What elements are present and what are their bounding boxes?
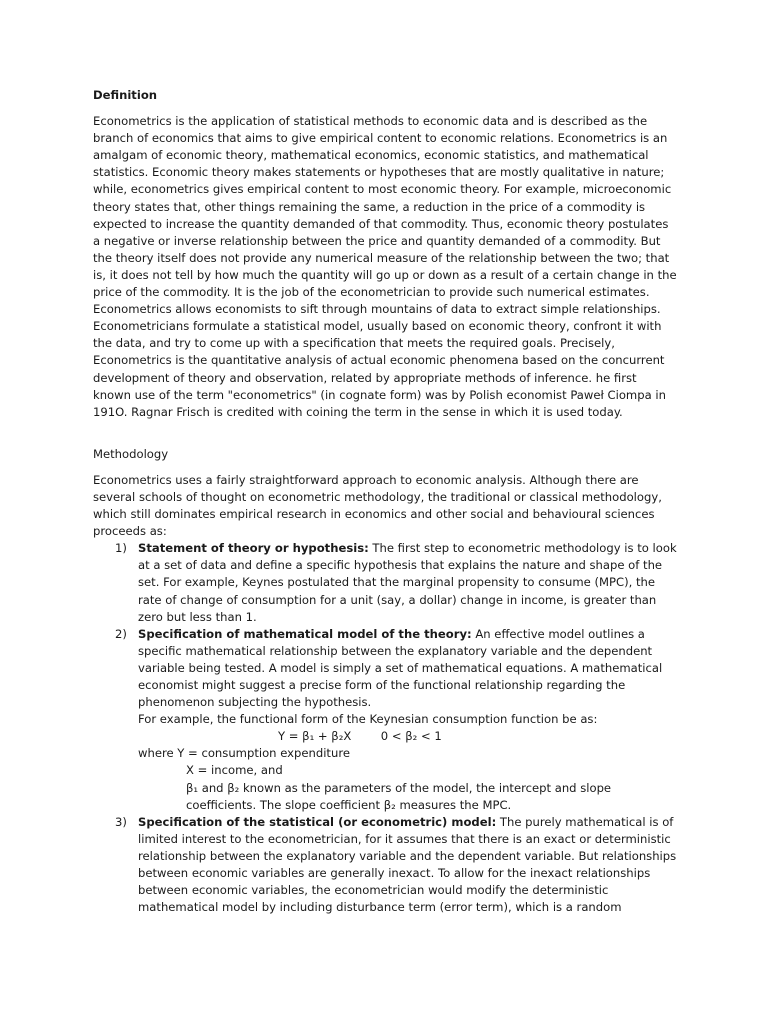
step-title: Statement of theory or hypothesis:	[138, 541, 369, 556]
where-x-definition: X = income, and	[186, 763, 283, 778]
step-title: Specification of the statistical (or econometric) model:	[138, 814, 497, 829]
list-item	[93, 626, 677, 711]
where-y-definition: where Y = consumption expenditure	[138, 746, 350, 761]
step-title: Specification of mathematical model of the theory:	[138, 626, 472, 641]
methodology-intro: Econometrics uses a fairly straightforward approach to economic analysis. Although there are several schools of thought on econometric methodology, the traditional or classical methodology, which still dominates empirical research in economics and other social and behavioural sciences proceeds as:	[93, 472, 662, 539]
step-text: The purely mathematical is of limited interest to the econometrician, for it assumes that there is an exact or deterministic relationship between the explanatory variable and the dependent variable. But relationships between economic variables are generally inexact. To allow for the inexact relationships between economic variables, the econometrician would modify the deterministic mathematical model by including disturbance term (error term), which is a random	[138, 814, 677, 915]
step-text: The first step to econometric methodology is to look at a set of data and define a specific hypothesis that explains the nature and shape of the set. For example, Keynes postulated that the marginal propensity to consume (MPC), the rate of change of consumption for a unit (say, a dollar) change in income, is greater than zero but less than 1.	[138, 541, 677, 624]
example-intro: For example, the functional form of the Keynesian consumption function be as:	[138, 712, 598, 727]
step-number: 1)	[115, 541, 127, 556]
step-number: 2)	[115, 626, 127, 641]
list-item	[93, 814, 677, 917]
list-item	[93, 540, 677, 625]
methodology-heading: Methodology	[93, 446, 169, 461]
step-number: 3)	[115, 814, 127, 829]
where-beta-definition: β₁ and β₂ known as the parameters of the model, the intercept and slope coefficients. The slope coefficient β₂ measures the MPC.	[186, 780, 612, 812]
document-page	[93, 87, 677, 916]
methodology-steps-list-continued	[93, 814, 677, 917]
methodology-steps-list	[93, 540, 677, 711]
consumption-function-formula: Y = β₁ + β₂X 0 < β₂ < 1	[278, 729, 442, 744]
step-text: An effective model outlines a specific mathematical relationship between the explanatory variable and the dependent variable being tested. A model is simply a set of mathematical equations. A mathematical economist might suggest a precise form of the functional relationship regarding the phenomenon subjecting the hypothesis.	[138, 626, 663, 710]
definition-paragraph: Econometrics is the application of statistical methods to economic data and is described as the branch of economics that aims to give empirical content to economic relations. Econometrics is an amalgam of economic theory, mathematical economics, economic statistics, and mathematical statistics. Economic theory makes statements or hypotheses that are mostly qualitative in nature; while, econometrics gives empirical content to most economic theory. For example, microeconomic theory states that, other things remaining the same, a reduction in the price of a commodity is expected to increase the quantity demanded of that commodity. Thus, economic theory postulates a negative or inverse relationship between the price and quantity demanded of a commodity. But the theory itself does not provide any numerical measure of the relationship between the two; that is, it does not tell by how much the quantity will go up or down as a result of a certain change in the price of the commodity. It is the job of the econometrician to provide such numerical estimates. Econometrics allows economists to sift through mountains of data to extract simple relationships. Econometricians formulate a statistical model, usually based on economic theory, confront it with the data, and try to come up with a specification that meets the required goals. Precisely, Econometrics is the quantitative analysis of actual economic phenomena based on the concurrent development of theory and observation, related by appropriate methods of inference. he first known use of the term "econometrics" (in cognate form) was by Polish economist Paweł Ciompa in 191O. Ragnar Frisch is credited with coining the term in the sense in which it is used today.	[93, 114, 677, 419]
definition-heading: Definition	[93, 88, 158, 102]
